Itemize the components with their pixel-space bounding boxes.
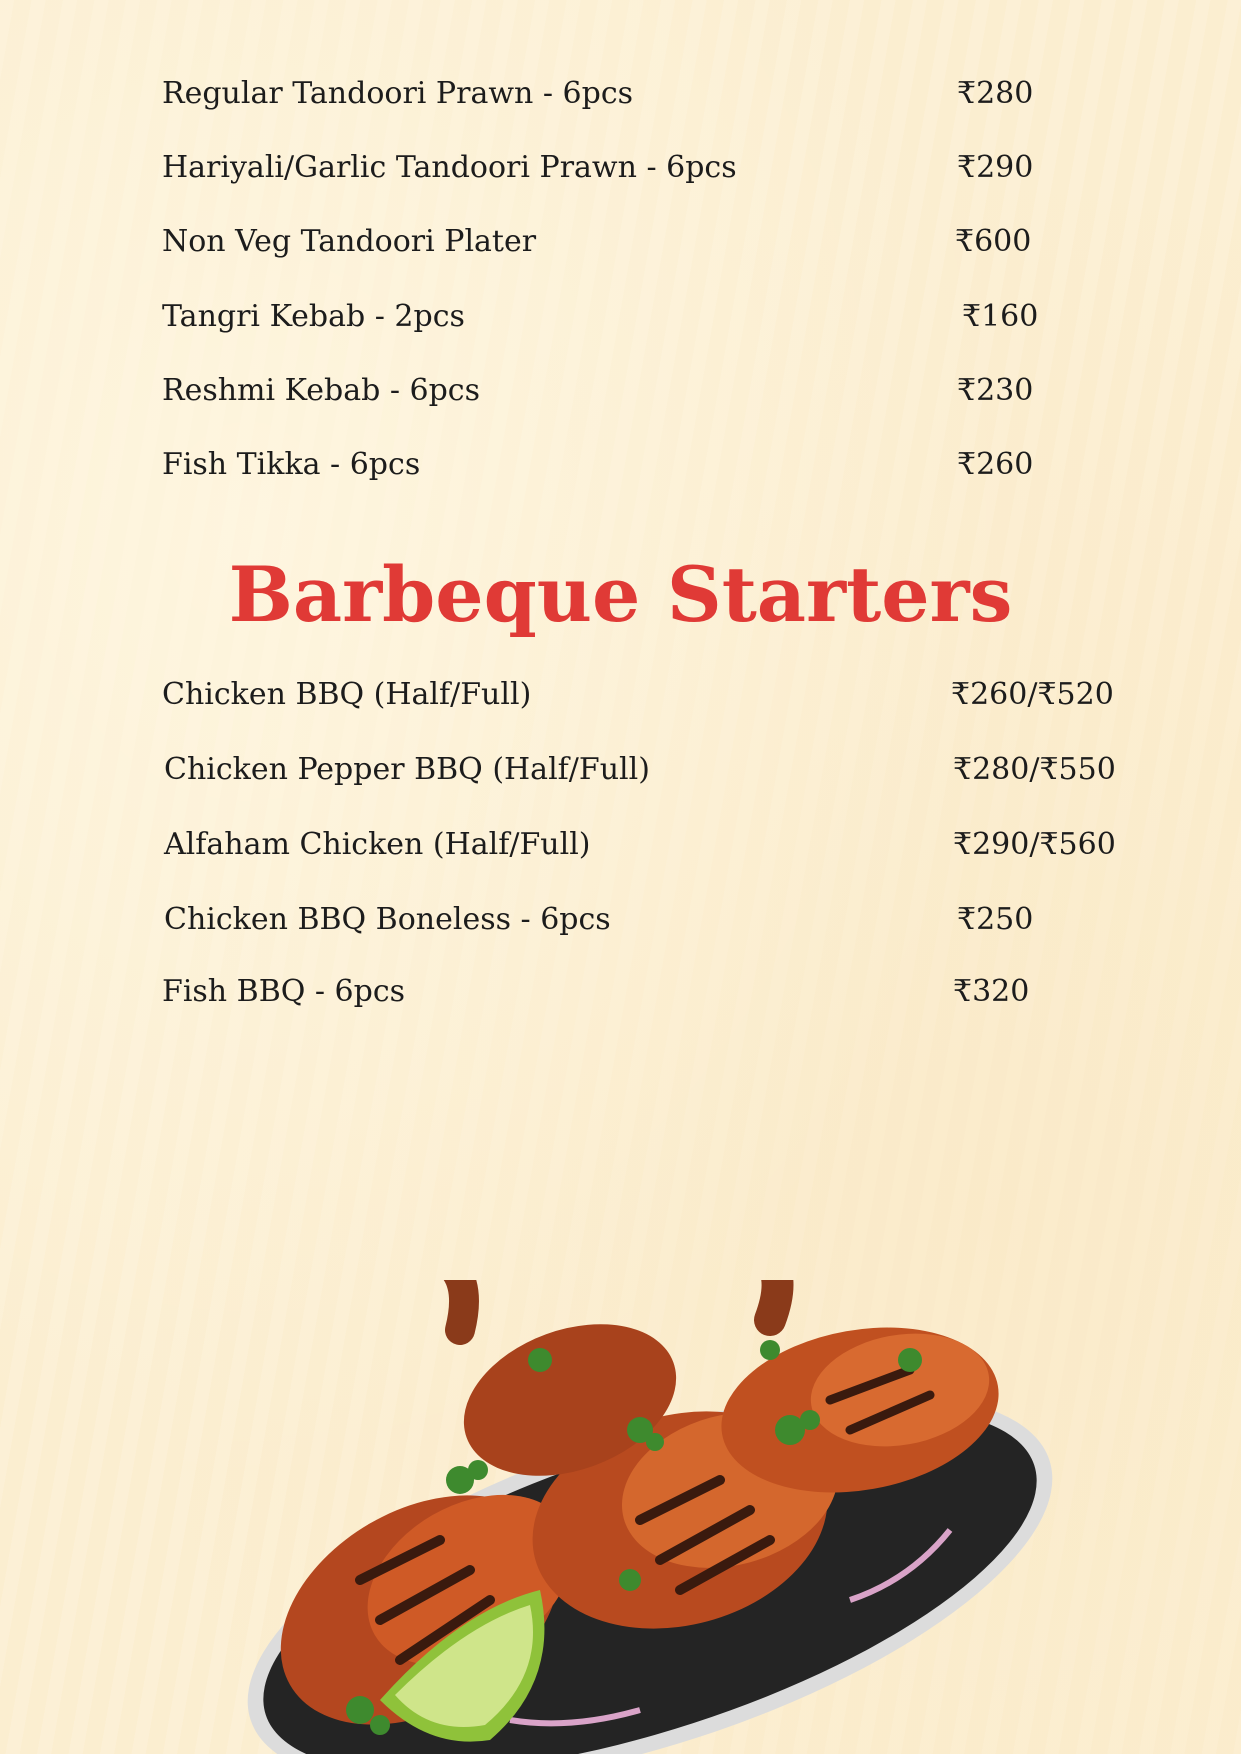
item-name: Chicken BBQ (Half/Full) <box>162 677 532 712</box>
menu-item <box>0 972 1241 1012</box>
grilled-chicken-image <box>210 1280 1070 1754</box>
item-price: ₹600 <box>955 224 1032 259</box>
item-name: Regular Tandoori Prawn - 6pcs <box>162 76 634 111</box>
menu-item <box>0 825 1241 865</box>
item-price: ₹160 <box>962 299 1039 334</box>
item-price: ₹260 <box>957 447 1034 482</box>
item-price: ₹280/₹550 <box>953 752 1116 787</box>
menu-item <box>0 900 1241 940</box>
menu-item <box>0 371 1241 411</box>
menu-item <box>0 74 1241 114</box>
menu-item <box>0 148 1241 188</box>
item-price: ₹320 <box>953 974 1030 1009</box>
item-name: Chicken Pepper BBQ (Half/Full) <box>164 752 650 787</box>
item-name: Fish Tikka - 6pcs <box>162 447 421 482</box>
item-name: Tangri Kebab - 2pcs <box>162 299 465 334</box>
item-price: ₹230 <box>957 373 1034 408</box>
item-price: ₹280 <box>957 76 1034 111</box>
menu-item <box>0 222 1241 262</box>
item-price: ₹290 <box>957 150 1034 185</box>
item-price: ₹260/₹520 <box>951 677 1114 712</box>
menu-item <box>0 675 1241 715</box>
item-name: Non Veg Tandoori Plater <box>162 224 537 259</box>
item-price: ₹290/₹560 <box>953 827 1116 862</box>
item-name: Chicken BBQ Boneless - 6pcs <box>164 902 611 937</box>
menu-item <box>0 297 1241 337</box>
item-name: Fish BBQ - 6pcs <box>162 974 406 1009</box>
item-name: Alfaham Chicken (Half/Full) <box>164 827 591 862</box>
menu-item <box>0 750 1241 790</box>
menu-item <box>0 445 1241 485</box>
item-price: ₹250 <box>957 902 1034 937</box>
item-name: Hariyali/Garlic Tandoori Prawn - 6pcs <box>162 150 737 185</box>
section-title: Barbeque Starters <box>228 550 1013 639</box>
item-name: Reshmi Kebab - 6pcs <box>162 373 480 408</box>
